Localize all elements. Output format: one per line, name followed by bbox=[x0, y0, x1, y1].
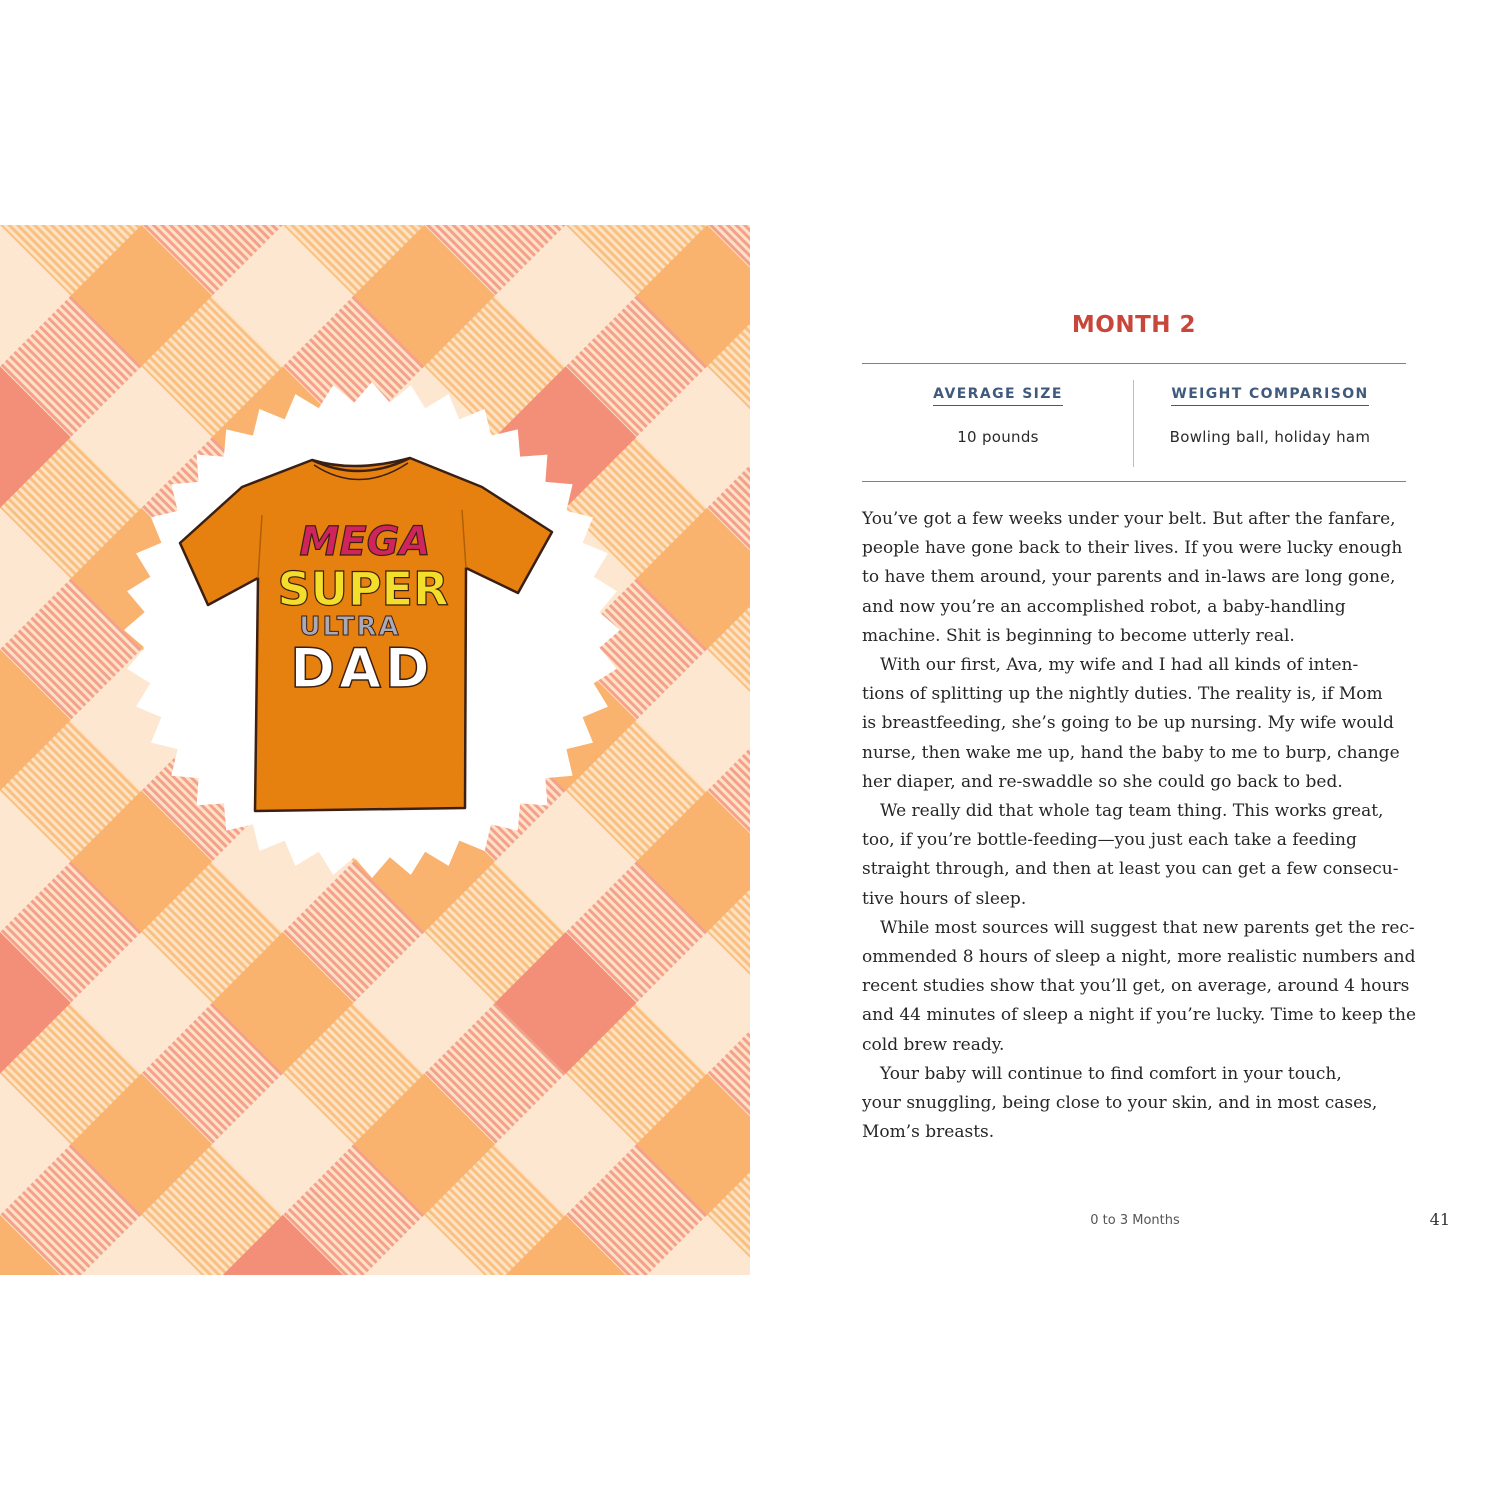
body-line: and 44 minutes of sleep a night if you’re lucky. Time to keep the bbox=[862, 1005, 1417, 1026]
shirt-text-dad: DAD bbox=[290, 637, 434, 700]
stats-top-rule bbox=[862, 363, 1406, 364]
body-line: tive hours of sleep. bbox=[862, 888, 1027, 909]
shirt-text-super: SUPER bbox=[277, 562, 449, 616]
body-line: straight through, and then at least you can get a few consecu- bbox=[862, 859, 1399, 880]
average-size-column bbox=[862, 383, 1134, 446]
body-line: nurse, then wake me up, hand the baby to me to burp, change bbox=[862, 742, 1400, 763]
body-line: While most sources will suggest that new parents get the rec- bbox=[880, 917, 1415, 938]
text-page bbox=[750, 225, 1500, 1275]
body-line: tions of splitting up the nightly duties. The reality is, if Mom bbox=[862, 684, 1383, 705]
body-line: to have them around, your parents and in-laws are long gone, bbox=[862, 567, 1396, 588]
average-size-label: AVERAGE SIZE bbox=[933, 386, 1063, 406]
body-line: With our first, Ava, my wife and I had all kinds of inten- bbox=[880, 655, 1359, 676]
body-line: too, if you’re bottle-feeding—you just each take a feeding bbox=[862, 830, 1357, 851]
body-line: machine. Shit is beginning to become utterly real. bbox=[862, 625, 1295, 646]
chapter-title: MONTH 2 bbox=[1071, 312, 1197, 338]
body-text bbox=[862, 505, 1417, 1147]
weight-comparison-value: Bowling ball, holiday ham bbox=[1169, 428, 1371, 446]
body-line: ommended 8 hours of sleep a night, more realistic numbers and bbox=[862, 947, 1416, 968]
body-line: her diaper, and re-swaddle so she could go back to bed. bbox=[862, 771, 1343, 792]
average-size-value: 10 pounds bbox=[957, 428, 1039, 446]
shirt-text-ultra: ULTRA bbox=[299, 612, 401, 642]
body-line: Your baby will continue to find comfort in your touch, bbox=[880, 1063, 1342, 1084]
weight-comparison-label: WEIGHT COMPARISON bbox=[1171, 386, 1368, 406]
body-line: and now you’re an accomplished robot, a baby-handling bbox=[862, 596, 1346, 617]
body-line: is breastfeeding, she’s going to be up nursing. My wife would bbox=[862, 713, 1394, 734]
stats-bottom-rule bbox=[862, 481, 1406, 482]
page-number: 41 bbox=[1429, 1210, 1450, 1229]
body-line: cold brew ready. bbox=[862, 1034, 1005, 1055]
illustration-page bbox=[0, 225, 750, 1275]
body-line: people have gone back to their lives. If you were lucky enough bbox=[862, 538, 1403, 559]
body-line: your snuggling, being close to your skin, and in most cases, bbox=[862, 1093, 1378, 1114]
body-line: We really did that whole tag team thing. This works great, bbox=[880, 801, 1384, 822]
body-line: Mom’s breasts. bbox=[862, 1122, 995, 1143]
body-line: You’ve got a few weeks under your belt. But after the fanfare, bbox=[862, 509, 1396, 529]
running-footer: 0 to 3 Months bbox=[1090, 1213, 1180, 1228]
plaid-illustration bbox=[0, 225, 750, 1275]
body-line: recent studies show that you’ll get, on average, around 4 hours bbox=[862, 976, 1410, 997]
weight-comparison-column bbox=[1134, 383, 1406, 446]
shirt-text-mega: MEGA bbox=[299, 519, 431, 565]
